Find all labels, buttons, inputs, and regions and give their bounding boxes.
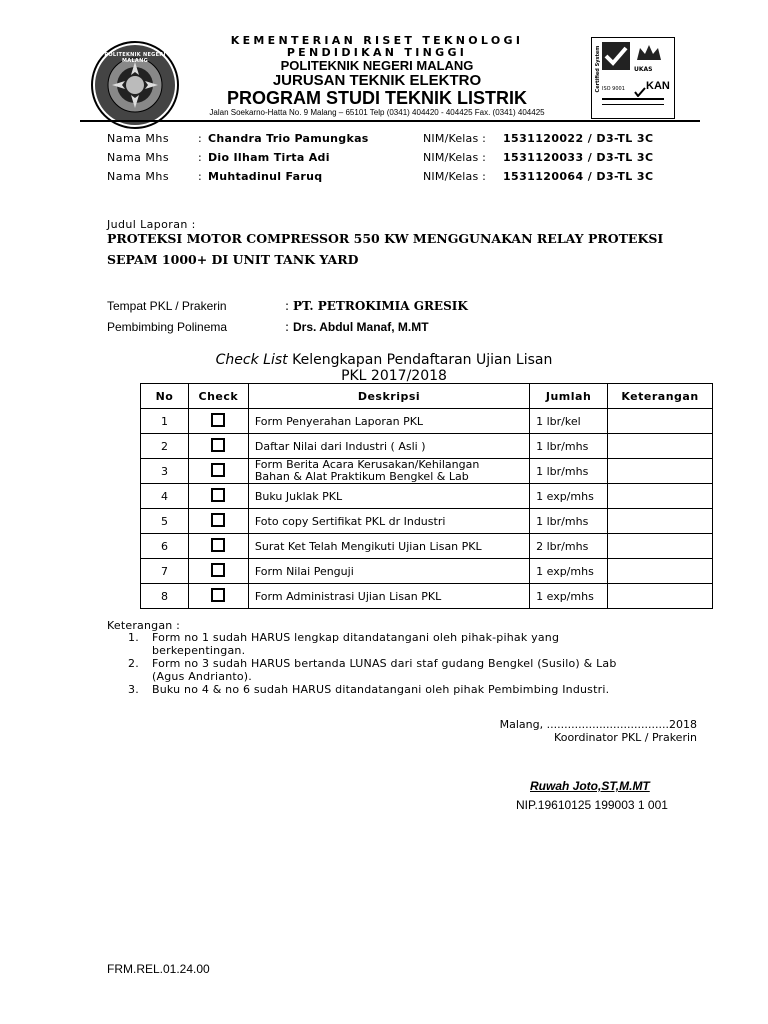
nim-label: NIM/Kelas : — [423, 151, 487, 164]
checkbox[interactable] — [211, 538, 225, 552]
header-description: Deskripsi — [248, 384, 529, 409]
checklist-title-italic: Check List — [215, 352, 288, 368]
coordinator-nip: NIP.19610125 199003 1 001 — [516, 798, 668, 812]
department-name: JURUSAN TEKNIK ELEKTRO — [272, 72, 482, 89]
place-label: Tempat PKL / Prakerin — [107, 299, 227, 313]
note-text: Buku no 4 & no 6 sudah HARUS ditandatangani oleh pihak Pembimbing Industri. — [152, 683, 610, 696]
check-cell — [188, 559, 248, 584]
nim-label: NIM/Kelas : — [423, 170, 487, 183]
header-divider — [80, 120, 700, 122]
table-row — [141, 434, 713, 459]
check-cell — [188, 509, 248, 534]
note-number: 3. — [128, 683, 139, 696]
checkbox[interactable] — [211, 563, 225, 577]
ministry-line: KEMENTERIAN RISET TEKNOLOGI — [230, 34, 524, 47]
row-remarks — [608, 584, 713, 609]
row-description: Daftar Nilai dari Industri ( Asli ) — [248, 434, 529, 459]
row-number: 2 — [141, 434, 189, 459]
row-quantity: 1 exp/mhs — [530, 559, 608, 584]
row-number: 4 — [141, 484, 189, 509]
notes-label: Keterangan : — [107, 619, 181, 632]
student-label: Nama Mhs — [107, 151, 170, 164]
table-row — [141, 409, 713, 434]
checklist-subtitle: PKL 2017/2018 — [341, 368, 447, 384]
row-quantity: 1 lbr/mhs — [530, 509, 608, 534]
address-line: Jalan Soekarno-Hatta No. 9 Malang – 65101 Telp (0341) 404420 - 404425 Fax. (0341) 404425 — [209, 108, 545, 117]
checklist-table — [140, 383, 713, 609]
student-nim: 1531120022 / D3-TL 3C — [503, 132, 654, 145]
table-row — [141, 534, 713, 559]
note-number: 2. — [128, 657, 139, 670]
student-name: Dio Ilham Tirta Adi — [208, 151, 330, 164]
coordinator-role: Koordinator PKL / Prakerin — [554, 731, 697, 744]
student-name: Muhtadinul Faruq — [208, 170, 323, 183]
row-number: 1 — [141, 409, 189, 434]
check-cell — [188, 434, 248, 459]
check-cell — [188, 584, 248, 609]
cert-check-icon — [602, 42, 630, 70]
report-title-line2: SEPAM 1000+ DI UNIT TANK YARD — [107, 252, 359, 267]
checklist-title-rest: Kelengkapan Pendaftaran Ujian Lisan — [287, 352, 553, 368]
student-nim: 1531120033 / D3-TL 3C — [503, 151, 654, 164]
colon: : — [198, 132, 202, 145]
student-label: Nama Mhs — [107, 170, 170, 183]
row-quantity: 1 lbr/kel — [530, 409, 608, 434]
note-text: (Agus Andrianto). — [152, 670, 252, 683]
ukas-label: UKAS — [634, 66, 653, 73]
row-remarks — [608, 534, 713, 559]
row-description-line2: Bahan & Alat Praktikum Bengkel & Lab — [254, 470, 469, 483]
student-row — [0, 151, 768, 165]
ukas-crown-icon — [634, 42, 664, 64]
row-quantity: 1 exp/mhs — [530, 484, 608, 509]
row-number: 7 — [141, 559, 189, 584]
checkbox[interactable] — [211, 488, 225, 502]
row-description: Surat Ket Telah Mengikuti Ujian Lisan PKL — [248, 534, 529, 559]
advisor-value: Drs. Abdul Manaf, M.MT — [293, 320, 429, 334]
place-date: Malang, ...................................2018 — [499, 718, 697, 731]
row-quantity: 1 exp/mhs — [530, 584, 608, 609]
kan-label: KAN — [646, 80, 670, 92]
note-text: Form no 3 sudah HARUS bertanda LUNAS dari staf gudang Bengkel (Susilo) & Lab — [152, 657, 617, 670]
header-no: No — [141, 384, 189, 409]
student-label: Nama Mhs — [107, 132, 170, 145]
check-cell — [188, 534, 248, 559]
row-remarks — [608, 484, 713, 509]
place-value: PT. PETROKIMIA GRESIK — [293, 299, 468, 313]
note-number: 1. — [128, 631, 139, 644]
directorate-line: PENDIDIKAN TINGGI — [286, 46, 468, 59]
iso-label: ISO 9001 — [602, 86, 625, 92]
notes-list — [128, 631, 718, 696]
checkbox[interactable] — [211, 463, 225, 477]
checkbox[interactable] — [211, 588, 225, 602]
row-description-line1: Form Berita Acara Kerusakan/Kehilangan — [254, 458, 480, 471]
row-description: Form Administrasi Ujian Lisan PKL — [248, 584, 529, 609]
student-row — [0, 132, 768, 146]
row-description: Form Penyerahan Laporan PKL — [248, 409, 529, 434]
row-number: 8 — [141, 584, 189, 609]
note-continuation — [128, 670, 718, 683]
checkbox[interactable] — [211, 413, 225, 427]
table-row — [141, 559, 713, 584]
note-item — [128, 683, 718, 696]
table-row — [141, 509, 713, 534]
report-title-line1: PROTEKSI MOTOR COMPRESSOR 550 KW MENGGUNAKAN RELAY PROTEKSI — [107, 231, 664, 246]
certification-badge — [591, 37, 675, 119]
institution-name: POLITEKNIK NEGERI MALANG — [280, 58, 474, 73]
row-number: 5 — [141, 509, 189, 534]
advisor-label: Pembimbing Polinema — [107, 320, 228, 334]
row-quantity: 1 lbr/mhs — [530, 434, 608, 459]
report-label: Judul Laporan : — [107, 218, 196, 231]
student-nim: 1531120064 / D3-TL 3C — [503, 170, 654, 183]
logo-caption: POLITEKNIK NEGERI MALANG — [104, 52, 166, 64]
header-quantity: Jumlah — [530, 384, 608, 409]
row-number: 3 — [141, 459, 189, 484]
note-continuation — [128, 644, 718, 657]
row-description — [248, 459, 529, 484]
row-quantity: 2 lbr/mhs — [530, 534, 608, 559]
colon: : — [285, 320, 290, 334]
table-row — [141, 584, 713, 609]
note-item — [128, 657, 718, 670]
checklist-title — [0, 352, 768, 368]
program-name: PROGRAM STUDI TEKNIK LISTRIK — [227, 88, 527, 108]
student-row — [0, 170, 768, 184]
row-remarks — [608, 459, 713, 484]
note-text: berkepentingan. — [152, 644, 246, 657]
check-cell — [188, 484, 248, 509]
row-quantity: 1 lbr/mhs — [530, 459, 608, 484]
note-text: Form no 1 sudah HARUS lengkap ditandatangani oleh pihak-pihak yang — [152, 631, 560, 644]
table-row — [141, 459, 713, 484]
row-remarks — [608, 559, 713, 584]
colon: : — [198, 151, 202, 164]
header-check: Check — [188, 384, 248, 409]
header-remarks: Keterangan — [608, 384, 713, 409]
colon: : — [198, 170, 202, 183]
row-remarks — [608, 509, 713, 534]
nim-label: NIM/Kelas : — [423, 132, 487, 145]
row-description: Form Nilai Penguji — [248, 559, 529, 584]
checkbox[interactable] — [211, 513, 225, 527]
check-cell — [188, 459, 248, 484]
student-name: Chandra Trio Pamungkas — [208, 132, 369, 145]
row-remarks — [608, 434, 713, 459]
table-row — [141, 484, 713, 509]
row-remarks — [608, 409, 713, 434]
form-code: FRM.REL.01.24.00 — [107, 962, 210, 976]
colon: : — [285, 299, 290, 313]
cert-vertical-label: Certified System — [595, 45, 601, 93]
row-description: Buku Juklak PKL — [248, 484, 529, 509]
row-number: 6 — [141, 534, 189, 559]
checkbox[interactable] — [211, 438, 225, 452]
coordinator-name: Ruwah Joto,ST,M.MT — [530, 779, 650, 793]
check-cell — [188, 409, 248, 434]
note-item — [128, 631, 718, 644]
row-description: Foto copy Sertifikat PKL dr Industri — [248, 509, 529, 534]
table-header-row — [141, 384, 713, 409]
